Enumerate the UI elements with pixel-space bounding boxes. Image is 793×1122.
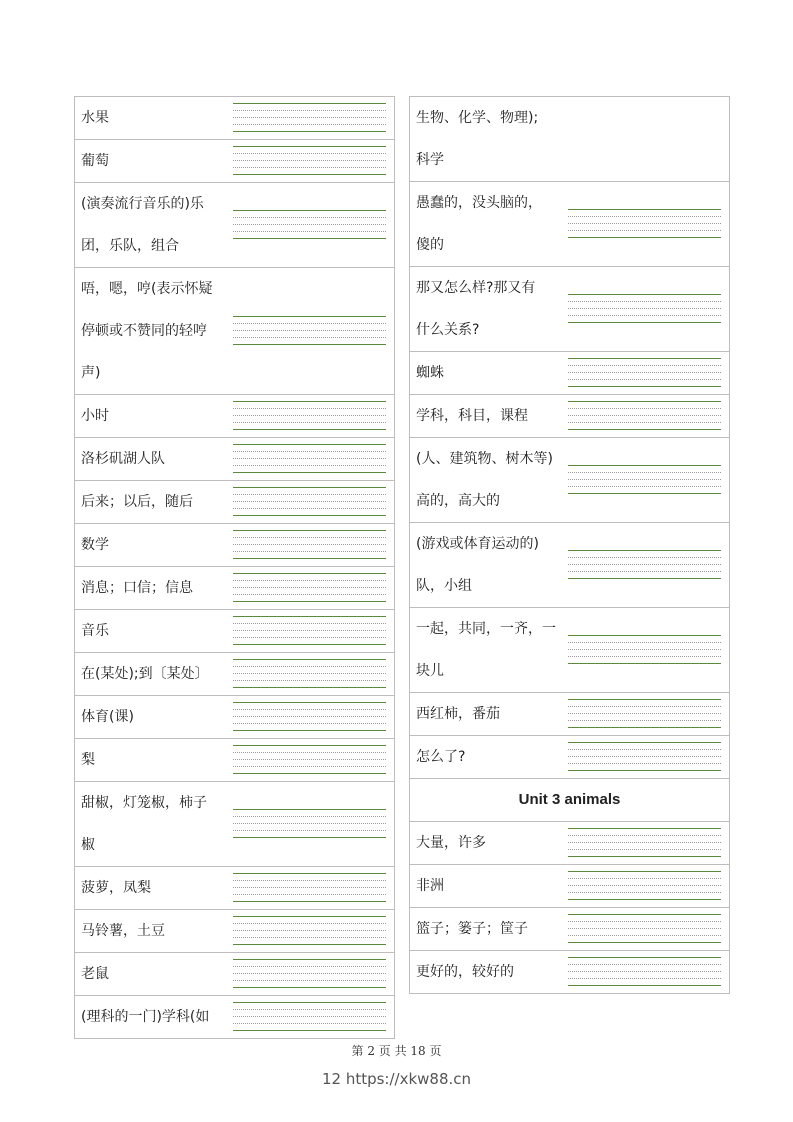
writing-line-solid: [568, 957, 721, 958]
writing-line-solid: [233, 987, 386, 988]
vocab-term-line: 在(某处);到〔某处〕: [81, 666, 209, 682]
vocab-term: [410, 822, 560, 864]
writing-line-dotted: [233, 637, 386, 638]
writing-line-solid: [568, 237, 721, 238]
writing-line-solid: [233, 601, 386, 602]
writing-line-dotted: [233, 458, 386, 459]
writing-line-dotted: [233, 217, 386, 218]
writing-line-solid: [568, 899, 721, 900]
writing-line-dotted: [568, 756, 721, 757]
writing-lines[interactable]: [233, 573, 386, 603]
writing-line-dotted: [233, 830, 386, 831]
writing-line-dotted: [233, 666, 386, 667]
watermark-url: 12 https://xkw88.cn: [321, 1070, 472, 1088]
writing-line-solid: [568, 828, 721, 829]
writing-lines[interactable]: [568, 358, 721, 388]
vocab-term: [75, 696, 225, 738]
writing-line-dotted: [233, 537, 386, 538]
writing-line-dotted: [568, 849, 721, 850]
vocab-term-line: 大量，许多: [416, 835, 486, 851]
writing-line-dotted: [568, 571, 721, 572]
vocab-row: [75, 910, 394, 953]
writing-line-solid: [568, 550, 721, 551]
writing-line-dotted: [568, 842, 721, 843]
writing-line-dotted: [233, 451, 386, 452]
writing-line-dotted: [233, 544, 386, 545]
vocab-term-line: 音乐: [81, 623, 109, 639]
writing-line-solid: [568, 401, 721, 402]
writing-lines[interactable]: [568, 294, 721, 324]
writing-line-solid: [233, 515, 386, 516]
vocab-row: [75, 953, 394, 996]
writing-line-dotted: [568, 557, 721, 558]
vocab-term: [75, 268, 225, 394]
writing-lines[interactable]: [233, 702, 386, 732]
writing-line-solid: [233, 573, 386, 574]
vocab-term-line: 椒: [81, 837, 95, 853]
writing-line-solid: [233, 837, 386, 838]
vocab-row: [410, 182, 729, 267]
writing-line-dotted: [233, 1009, 386, 1010]
writing-line-solid: [568, 358, 721, 359]
writing-line-dotted: [568, 422, 721, 423]
writing-line-dotted: [568, 230, 721, 231]
vocab-term-line: 甜椒，灯笼椒，柿子: [81, 795, 207, 811]
writing-line-solid: [568, 770, 721, 771]
vocab-term: [410, 97, 560, 181]
vocab-term: [410, 908, 560, 950]
writing-line-dotted: [233, 415, 386, 416]
section-title: Unit 3 animals: [518, 791, 621, 808]
right-vocab-table: [409, 96, 730, 994]
writing-lines[interactable]: [233, 1002, 386, 1032]
vocab-row: [75, 782, 394, 867]
writing-lines[interactable]: [233, 809, 386, 839]
writing-line-dotted: [233, 551, 386, 552]
writing-line-dotted: [233, 580, 386, 581]
vocab-term: [75, 953, 225, 995]
vocab-term: [75, 910, 225, 952]
writing-line-solid: [568, 856, 721, 857]
vocab-row: [75, 481, 394, 524]
vocab-term-line: 团，乐队，组合: [81, 238, 179, 254]
vocab-term-line: 学科，科目，课程: [416, 408, 528, 424]
vocab-term: [75, 395, 225, 437]
vocab-term: [410, 182, 560, 266]
vocab-row: [410, 693, 729, 736]
vocab-term-line: 科学: [416, 152, 444, 168]
writing-line-solid: [233, 944, 386, 945]
writing-line-dotted: [233, 124, 386, 125]
writing-line-dotted: [568, 308, 721, 309]
writing-line-dotted: [233, 422, 386, 423]
vocab-row: [75, 696, 394, 739]
writing-line-dotted: [233, 465, 386, 466]
vocab-row: [410, 608, 729, 693]
vocab-term-line: 体育(课): [81, 709, 134, 725]
writing-lines[interactable]: [233, 444, 386, 474]
vocab-term: [410, 267, 560, 351]
vocab-term-line: 葡萄: [81, 153, 109, 169]
writing-line-solid: [233, 1030, 386, 1031]
vocab-row: [410, 523, 729, 608]
writing-line-dotted: [233, 153, 386, 154]
writing-line-solid: [233, 316, 386, 317]
writing-line-solid: [568, 429, 721, 430]
writing-line-dotted: [233, 823, 386, 824]
writing-line-dotted: [233, 1016, 386, 1017]
vocab-term-line: (人、建筑物、树木等): [416, 451, 553, 467]
writing-line-dotted: [568, 878, 721, 879]
writing-line-solid: [233, 558, 386, 559]
writing-line-dotted: [233, 337, 386, 338]
vocab-term-line: 小时: [81, 408, 109, 424]
writing-line-dotted: [233, 594, 386, 595]
writing-line-dotted: [233, 323, 386, 324]
writing-line-dotted: [233, 766, 386, 767]
vocab-row: [75, 739, 394, 782]
vocab-term-line: 愚蠢的，没头脑的，: [416, 195, 542, 211]
writing-line-solid: [568, 742, 721, 743]
writing-lines[interactable]: [233, 487, 386, 517]
vocab-term: [75, 653, 225, 695]
writing-line-dotted: [568, 415, 721, 416]
writing-line-solid: [233, 174, 386, 175]
section-header: [410, 779, 729, 822]
writing-line-solid: [233, 429, 386, 430]
writing-lines[interactable]: [233, 873, 386, 903]
writing-line-dotted: [233, 980, 386, 981]
vocab-term: [410, 693, 560, 735]
writing-line-solid: [233, 730, 386, 731]
vocab-term: [75, 867, 225, 909]
writing-line-solid: [233, 616, 386, 617]
writing-line-dotted: [568, 649, 721, 650]
vocab-term-line: 高的，高大的: [416, 493, 500, 509]
writing-line-solid: [233, 344, 386, 345]
writing-line-dotted: [568, 301, 721, 302]
vocab-term: [75, 481, 225, 523]
writing-line-solid: [568, 493, 721, 494]
vocab-term-line: 生物、化学、物理);: [416, 110, 539, 126]
writing-lines[interactable]: [233, 146, 386, 176]
writing-lines[interactable]: [568, 209, 721, 239]
vocab-row: [75, 97, 394, 140]
vocab-row: [410, 822, 729, 865]
writing-lines[interactable]: [233, 103, 386, 133]
vocab-term: [75, 739, 225, 781]
writing-line-solid: [233, 659, 386, 660]
writing-lines[interactable]: [233, 616, 386, 646]
vocab-row: [410, 951, 729, 994]
vocab-term: [410, 438, 560, 522]
writing-line-dotted: [233, 117, 386, 118]
vocab-row: [75, 653, 394, 696]
vocab-term-line: 蜘蛛: [416, 365, 444, 381]
writing-line-dotted: [568, 749, 721, 750]
vocab-term-line: 唔，嗯，哼(表示怀疑: [81, 281, 213, 297]
vocab-term: [75, 996, 225, 1038]
vocab-term: [410, 395, 560, 437]
writing-lines[interactable]: [568, 871, 721, 901]
writing-line-dotted: [568, 892, 721, 893]
writing-line-solid: [233, 745, 386, 746]
writing-line-dotted: [233, 880, 386, 881]
vocab-term: [75, 140, 225, 182]
writing-line-dotted: [568, 372, 721, 373]
vocab-term-line: 停顿或不赞同的轻哼: [81, 323, 207, 339]
writing-line-solid: [568, 914, 721, 915]
vocab-term: [75, 610, 225, 652]
writing-lines[interactable]: [568, 699, 721, 729]
writing-line-solid: [568, 386, 721, 387]
vocab-row: [75, 610, 394, 653]
writing-lines[interactable]: [568, 828, 721, 858]
writing-line-solid: [233, 131, 386, 132]
page-number-footer: 第 2 页 共 18 页: [351, 1044, 442, 1058]
writing-line-dotted: [568, 885, 721, 886]
writing-line-dotted: [233, 723, 386, 724]
writing-line-dotted: [233, 937, 386, 938]
writing-line-solid: [233, 1002, 386, 1003]
vocab-term-line: 后来；以后，随后: [81, 494, 193, 510]
writing-line-dotted: [233, 680, 386, 681]
writing-line-solid: [568, 209, 721, 210]
vocab-row: [410, 352, 729, 395]
vocab-row: [75, 268, 394, 395]
writing-line-dotted: [233, 408, 386, 409]
vocab-term: [410, 865, 560, 907]
left-vocab-table: [74, 96, 395, 1039]
vocab-term-line: 非洲: [416, 878, 444, 894]
writing-line-solid: [233, 916, 386, 917]
vocab-term: [75, 524, 225, 566]
writing-lines[interactable]: [233, 316, 386, 346]
writing-line-dotted: [568, 656, 721, 657]
vocab-term: [75, 97, 225, 139]
vocab-row: [75, 140, 394, 183]
writing-line-dotted: [568, 706, 721, 707]
writing-line-solid: [233, 103, 386, 104]
vocab-row: [75, 438, 394, 481]
writing-line-dotted: [568, 479, 721, 480]
vocab-term: [410, 352, 560, 394]
vocab-term: [75, 782, 225, 866]
writing-line-solid: [568, 465, 721, 466]
vocab-row: [75, 996, 394, 1039]
writing-line-dotted: [233, 110, 386, 111]
writing-line-dotted: [233, 759, 386, 760]
writing-lines[interactable]: [233, 210, 386, 240]
writing-line-dotted: [233, 1023, 386, 1024]
vocab-term: [75, 183, 225, 267]
writing-line-dotted: [233, 224, 386, 225]
writing-line-solid: [568, 294, 721, 295]
vocab-term-line: 洛杉矶湖人队: [81, 451, 165, 467]
writing-line-dotted: [233, 966, 386, 967]
vocab-term-line: 马铃薯，土豆: [81, 923, 165, 939]
writing-line-dotted: [233, 716, 386, 717]
writing-line-dotted: [233, 167, 386, 168]
writing-line-solid: [568, 663, 721, 664]
writing-line-dotted: [568, 408, 721, 409]
writing-line-dotted: [233, 973, 386, 974]
writing-line-solid: [233, 487, 386, 488]
writing-line-dotted: [568, 928, 721, 929]
writing-line-dotted: [233, 623, 386, 624]
vocab-row: [75, 567, 394, 610]
vocab-row: [410, 395, 729, 438]
writing-line-dotted: [568, 216, 721, 217]
writing-lines[interactable]: [568, 742, 721, 772]
writing-lines[interactable]: [568, 635, 721, 665]
vocab-term-line: 梨: [81, 752, 95, 768]
writing-line-dotted: [233, 330, 386, 331]
writing-line-solid: [568, 322, 721, 323]
writing-line-dotted: [568, 935, 721, 936]
vocab-row: [410, 865, 729, 908]
writing-lines[interactable]: [568, 957, 721, 987]
vocab-row: [410, 908, 729, 951]
writing-lines[interactable]: [568, 465, 721, 495]
writing-line-dotted: [568, 223, 721, 224]
writing-line-solid: [568, 727, 721, 728]
writing-line-dotted: [568, 964, 721, 965]
writing-line-dotted: [233, 160, 386, 161]
vocab-row: [75, 867, 394, 910]
vocab-term-line: 块儿: [416, 663, 444, 679]
vocab-term-line: 更好的，较好的: [416, 964, 514, 980]
vocab-term: [410, 951, 560, 993]
writing-lines[interactable]: [233, 401, 386, 431]
writing-line-solid: [233, 702, 386, 703]
writing-line-dotted: [568, 365, 721, 366]
writing-line-solid: [233, 773, 386, 774]
vocab-row: [75, 524, 394, 567]
writing-line-dotted: [233, 923, 386, 924]
writing-line-solid: [233, 901, 386, 902]
vocab-term-line: 声): [81, 365, 101, 381]
writing-lines[interactable]: [568, 401, 721, 431]
writing-line-solid: [233, 959, 386, 960]
writing-line-dotted: [233, 508, 386, 509]
vocab-term-line: (演奏流行音乐的)乐: [81, 196, 204, 212]
writing-line-dotted: [568, 315, 721, 316]
writing-line-dotted: [568, 971, 721, 972]
vocab-term-line: 傻的: [416, 237, 444, 253]
writing-line-dotted: [233, 887, 386, 888]
writing-line-dotted: [568, 472, 721, 473]
writing-line-dotted: [568, 486, 721, 487]
vocab-term-line: 菠萝，凤梨: [81, 880, 151, 896]
writing-lines[interactable]: [233, 659, 386, 689]
writing-lines[interactable]: [233, 916, 386, 946]
vocab-term-line: 西红柿，番茄: [416, 706, 500, 722]
writing-line-dotted: [233, 587, 386, 588]
writing-line-solid: [233, 472, 386, 473]
vocab-term-line: 一起，共同，一齐，一: [416, 621, 556, 637]
vocab-term-line: 篮子；篓子；筐子: [416, 921, 528, 937]
vocab-term-line: 老鼠: [81, 966, 109, 982]
writing-lines[interactable]: [568, 550, 721, 580]
writing-lines[interactable]: [568, 914, 721, 944]
writing-line-solid: [233, 873, 386, 874]
writing-line-dotted: [568, 713, 721, 714]
vocab-row: [410, 438, 729, 523]
writing-line-dotted: [568, 720, 721, 721]
writing-line-dotted: [233, 630, 386, 631]
writing-line-solid: [233, 687, 386, 688]
writing-line-solid: [568, 985, 721, 986]
writing-lines[interactable]: [233, 745, 386, 775]
vocab-row: [410, 267, 729, 352]
vocab-row: [410, 736, 729, 779]
writing-line-dotted: [568, 835, 721, 836]
vocab-term-line: (理科的一门)学科(如: [81, 1009, 210, 1025]
vocab-term-line: 队，小组: [416, 578, 472, 594]
vocab-row: [410, 97, 729, 182]
writing-line-dotted: [233, 816, 386, 817]
writing-line-dotted: [233, 494, 386, 495]
writing-line-dotted: [233, 894, 386, 895]
writing-line-dotted: [233, 930, 386, 931]
vocab-term: [75, 567, 225, 609]
writing-line-solid: [233, 444, 386, 445]
writing-line-dotted: [568, 564, 721, 565]
writing-line-solid: [568, 635, 721, 636]
vocab-term: [410, 523, 560, 607]
vocab-term: [75, 438, 225, 480]
vocab-term-line: (游戏或体育运动的): [416, 536, 539, 552]
vocab-row: [75, 395, 394, 438]
writing-line-dotted: [233, 231, 386, 232]
vocab-term: [410, 736, 560, 778]
writing-line-solid: [568, 699, 721, 700]
writing-line-dotted: [233, 752, 386, 753]
vocab-row: [75, 183, 394, 268]
writing-line-solid: [233, 401, 386, 402]
writing-line-solid: [233, 238, 386, 239]
writing-line-solid: [568, 942, 721, 943]
vocab-term-line: 消息；口信；信息: [81, 580, 193, 596]
vocab-term-line: 数学: [81, 537, 109, 553]
writing-line-dotted: [568, 642, 721, 643]
writing-line-dotted: [568, 379, 721, 380]
writing-line-solid: [233, 644, 386, 645]
vocab-term-line: 水果: [81, 110, 109, 126]
writing-lines[interactable]: [233, 530, 386, 560]
writing-line-dotted: [568, 978, 721, 979]
writing-line-dotted: [568, 921, 721, 922]
writing-line-solid: [568, 871, 721, 872]
vocab-term-line: 什么关系?: [416, 322, 480, 338]
writing-line-dotted: [568, 763, 721, 764]
vocab-term-line: 怎么了?: [416, 749, 466, 765]
writing-line-solid: [233, 809, 386, 810]
writing-line-dotted: [233, 501, 386, 502]
writing-line-solid: [233, 146, 386, 147]
vocab-term-line: 那又怎么样?那又有: [416, 280, 536, 296]
writing-line-dotted: [233, 673, 386, 674]
writing-line-dotted: [233, 709, 386, 710]
writing-line-solid: [233, 210, 386, 211]
writing-line-solid: [568, 578, 721, 579]
writing-lines[interactable]: [233, 959, 386, 989]
writing-line-solid: [233, 530, 386, 531]
vocab-term: [410, 608, 560, 692]
